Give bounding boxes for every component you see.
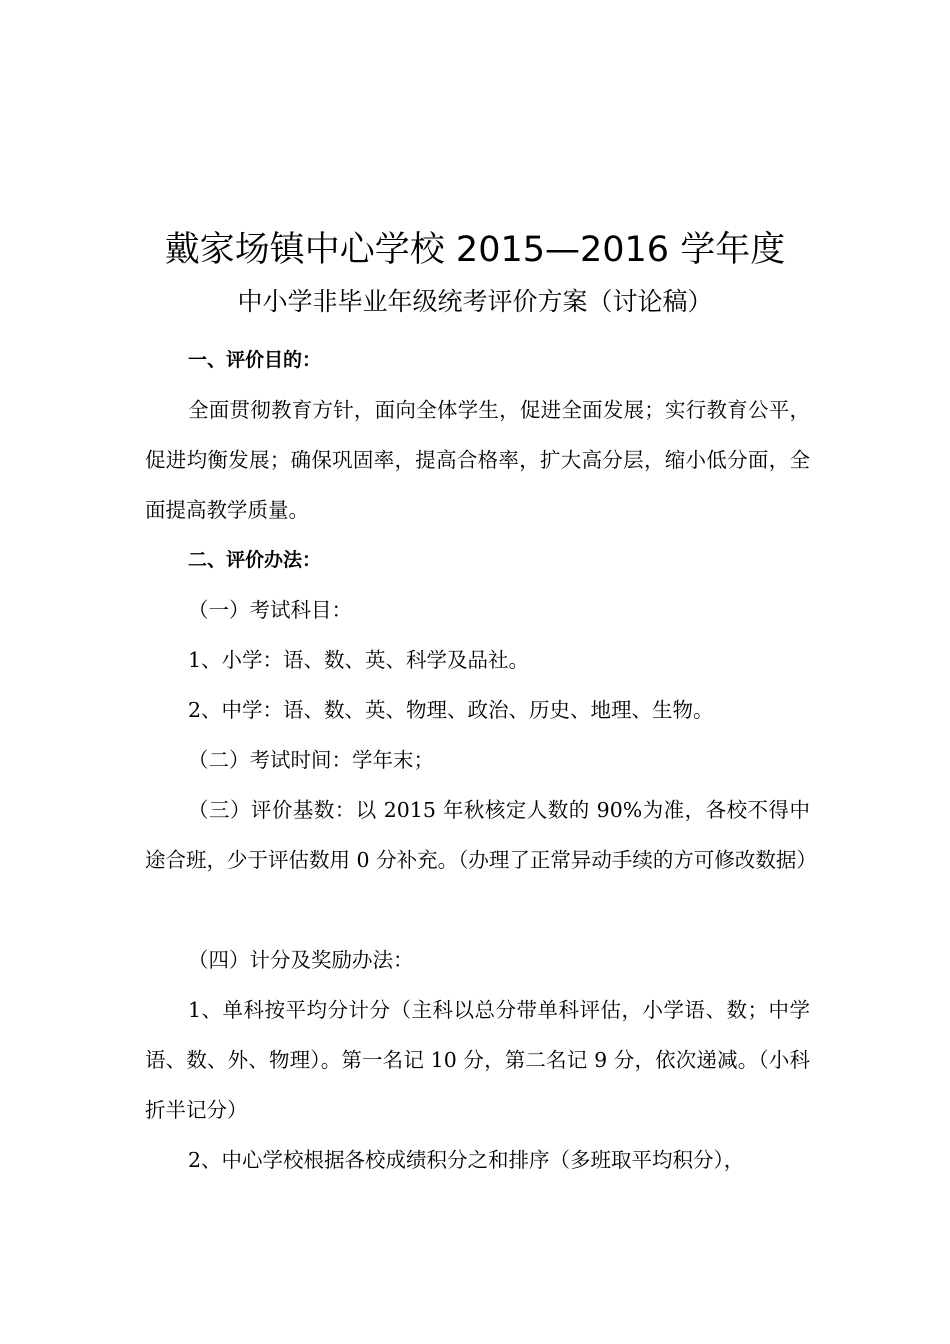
list-item-scoring-rule-1: 1、单科按平均分计分（主科以总分带单科评估，小学语、数；中学语、数、外、物理）。第一名记 10 分，第二名记 9 分，依次递减。（小科折半记分） [145, 998, 810, 1122]
list-item-scoring-rule-2: 2、中心学校根据各校成绩积分之和排序（多班取平均积分）， [188, 1148, 745, 1172]
subsection-exam-time: （二）考试时间：学年末； [188, 748, 434, 772]
document-title: 戴家场镇中心学校 2015—2016 学年度 [164, 230, 786, 270]
subsection-heading-scoring: （四）计分及奖励办法： [188, 948, 414, 972]
subsection-heading-subjects: （一）考试科目： [188, 598, 352, 622]
section-heading-method: 二、评价办法： [188, 549, 322, 571]
list-item-middle-subjects: 2、中学：语、数、英、物理、政治、历史、地理、生物。 [188, 698, 714, 722]
section-body-purpose: 全面贯彻教育方针，面向全体学生，促进全面发展；实行教育公平，促进均衡发展；确保巩固率，提高合格率，扩大高分层，缩小低分面，全面提高教学质量。 [145, 398, 810, 522]
document-subtitle: 中小学非毕业年级统考评价方案（讨论稿） [237, 287, 713, 316]
subsection-evaluation-base: （三）评价基数：以 2015 年秋核定人数的 90%为准，各校不得中途合班，少于评估数用 0 分补充。（办理了正常异动手续的方可修改数据） [145, 798, 817, 872]
list-item-primary-subjects: 1、小学：语、数、英、科学及品社。 [188, 648, 530, 672]
section-heading-purpose: 一、评价目的： [188, 349, 322, 371]
